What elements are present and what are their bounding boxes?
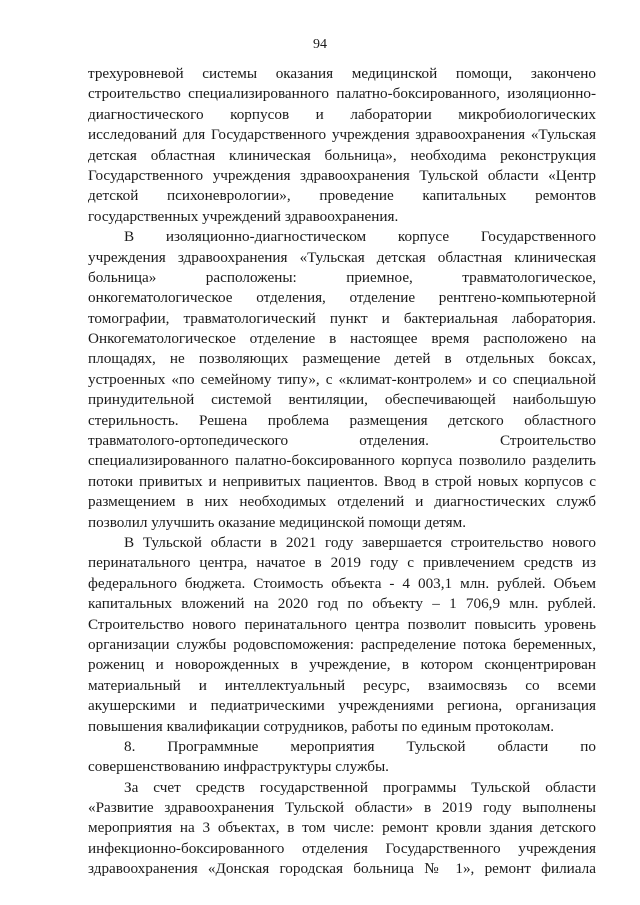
text-line: капитальных вложений на 2020 год по объекту – 1 706,9 млн. рублей. <box>88 595 596 613</box>
text-line: организации службы родовспоможения: распределение потока беременных, <box>88 635 596 653</box>
text-line: Онкогематологическое отделение в настоящее время расположено на <box>88 330 596 348</box>
page-number: 94 <box>313 37 327 52</box>
text-line: В изоляционно-диагностическом корпусе Государственного <box>124 228 596 246</box>
text-line: перинатального центра, начатое в 2019 году с привлечением средств из <box>88 554 596 572</box>
text-line: федерального бюджета. Стоимость объекта - 4 003,1 млн. рублей. Объем <box>88 574 596 592</box>
text-line: потоки привитых и непривитых пациентов. Ввод в строй новых корпусов с <box>88 472 596 490</box>
text-line: мероприятия на 3 объектах, в том числе: ремонт кровли здания детского <box>88 819 596 837</box>
body-text <box>88 64 596 880</box>
text-line: государственных учреждений здравоохранения. <box>88 207 399 225</box>
text-line: здравоохранения «Донская городская больница № 1», ремонт филиала <box>88 860 596 878</box>
text-line: совершенствованию инфраструктуры службы. <box>88 758 389 776</box>
text-line: «Развитие здравоохранения Тульской области» в 2019 году выполнены <box>88 799 596 817</box>
text-line: материальный и интеллектуальный ресурс, взаимосвязь со всеми <box>88 676 596 694</box>
text-line: травматолого-ортопедического отделения. Строительство <box>88 432 596 450</box>
text-line: специализированного палатно-боксированного корпуса позволило разделить <box>88 452 596 470</box>
text-line: Государственного учреждения здравоохранения Тульской области «Центр <box>88 166 596 184</box>
text-line: томографии, травматологический пункт и бактериальная лаборатория. <box>88 309 596 327</box>
text-line: акушерскими и педиатрическими учреждениями региона, организация <box>88 697 596 715</box>
text-line: рожениц и новорожденных в учреждение, в котором сконцентрирован <box>88 656 596 674</box>
text-line: исследований для Государственного учреждения здравоохранения «Тульская <box>88 126 596 144</box>
text-line: стерильность. Решена проблема размещения детского областного <box>88 411 596 429</box>
text-line: учреждения здравоохранения «Тульская детская областная клиническая <box>88 248 596 266</box>
text-line: В Тульской области в 2021 году завершается строительство нового <box>124 533 596 551</box>
text-line: детской психоневрологии», проведение капитальных ремонтов <box>88 187 596 205</box>
text-line: повышения квалификации сотрудников, работы по единым протоколам. <box>88 717 555 735</box>
text-line: детская областная клиническая больница», необходима реконструкция <box>88 146 596 164</box>
text-line: строительство специализированного палатно-боксированного, изоляционно- <box>88 85 596 103</box>
text-line: За счет средств государственной программы Тульской области <box>124 778 596 796</box>
text-line: размещением в них необходимых отделений и диагностических служб <box>88 493 596 511</box>
text-line: позволил улучшить оказание медицинской помощи детям. <box>88 513 467 531</box>
text-line: площадях, не позволяющих размещение детей в отдельных боксах, <box>88 350 596 368</box>
text-line: диагностического корпусов и лаборатории микробиологических <box>88 105 596 123</box>
text-line: больница» расположены: приемное, травматологическое, <box>88 268 596 286</box>
text-line: принудительной системой вентиляции, обеспечивающей наибольшую <box>88 391 596 409</box>
text-line: 8. Программные мероприятия Тульской области по <box>124 737 596 755</box>
text-line: трехуровневой системы оказания медицинской помощи, закончено <box>88 65 596 82</box>
text-line: Строительство нового перинатального центра позволит повысить уровень <box>88 615 596 633</box>
text-line: онкогематологическое отделения, отделение рентгено-компьютерной <box>88 289 596 307</box>
text-line: устроенных «по семейному типу», с «климат-контролем» и со специальной <box>88 370 596 388</box>
text-line: инфекционно-боксированного отделения Государственного учреждения <box>88 839 596 857</box>
